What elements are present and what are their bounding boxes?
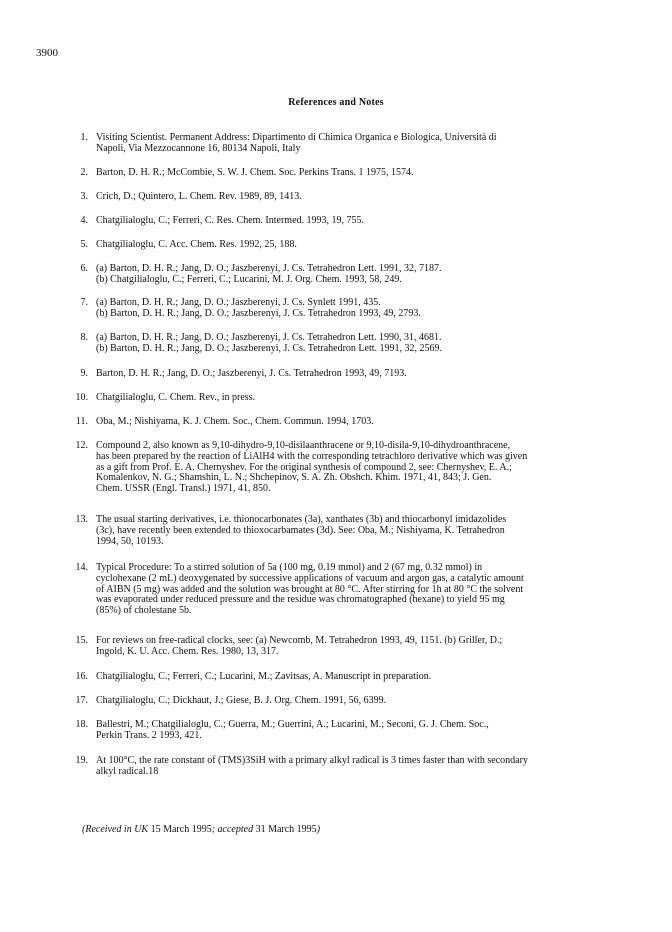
reference-line: (b) Barton, D. H. R.; Jang, D. O.; Jaszberenyi, J. Cs. Tetrahedron 1993, 49, 2793. — [96, 307, 421, 319]
reference-line: cyclohexane (2 mL) deoxygenated by successive applications of vacuum and argon gas, a catalytic amount — [96, 572, 524, 584]
reference-line: (b) Chatgilialoglu, C.; Ferreri, C.; Lucarini, M. J. Org. Chem. 1993, 58, 249. — [96, 273, 402, 285]
received-prefix: (Received in UK — [82, 824, 149, 835]
reference-line: (a) Barton, D. H. R.; Jang, D. O.; Jaszberenyi, J. Cs. Synlett 1991, 435. — [96, 297, 381, 308]
reference-line: Barton, D. H. R.; McCombie, S. W. J. Chem. Soc. Perkins Trans. 1 1975, 1574. — [96, 167, 414, 178]
reference-number: 18. — [75, 719, 88, 730]
reference-line: Chatgilialoglu, C. Chem. Rev., in press. — [96, 392, 256, 403]
reference-number: 3. — [80, 191, 88, 202]
reference-line: Oba, M.; Nishiyama, K. J. Chem. Soc., Chem. Commun. 1994, 1703. — [96, 416, 374, 427]
reference-item — [70, 636, 630, 658]
accepted-prefix: ; accepted — [211, 824, 254, 835]
reference-text — [96, 720, 630, 742]
reference-text — [96, 696, 630, 707]
reference-item — [70, 192, 630, 203]
reference-text — [96, 168, 630, 179]
reference-line: Chatgilialoglu, C.; Dickhaut, J.; Giese, B. J. Org. Chem. 1991, 56, 6399. — [96, 695, 387, 706]
reference-text — [96, 333, 630, 355]
reference-number: 19. — [75, 755, 88, 766]
reference-item — [70, 672, 630, 683]
reference-text — [96, 133, 630, 155]
reference-line: Typical Procedure: To a stirred solution of 5a (100 mg, 0.19 mmol) and 2 (67 mg, 0.32 mmol) in — [96, 562, 483, 573]
received-note — [82, 824, 320, 835]
reference-text — [96, 240, 630, 251]
page-number: 3900 — [36, 47, 58, 59]
reference-line: Komalenkov, N. G.; Shamshin, L. N.; Shchepinov, S. A. Zh. Obshch. Khim. 1971, 41, 843; J. Gen. — [96, 472, 492, 484]
reference-line: was evaporated under reduced pressure and the residue was chromatographed (hexane) to yield 95 mg — [96, 594, 505, 606]
reference-item — [70, 369, 630, 380]
reference-item — [70, 240, 630, 251]
reference-item — [70, 441, 630, 495]
reference-text — [96, 672, 630, 683]
reference-line: Chatgilialoglu, C.; Ferreri, C. Res. Chem. Intermed. 1993, 19, 755. — [96, 215, 365, 226]
reference-line: of AIBN (5 mg) was added and the solution was brought at 80 °C. After stirring for 1h at 80 °C the solvent — [96, 583, 524, 595]
reference-number: 7. — [80, 297, 88, 308]
accepted-date: 31 March 1995 — [255, 824, 317, 835]
reference-line: as a gift from Prof. E. A. Chernyshev. For the original synthesis of compound 2, see: Chernyshev, E. A.; — [96, 461, 512, 473]
received-suffix: ) — [316, 824, 321, 835]
reference-number: 6. — [80, 263, 88, 274]
reference-line: Napoli, Via Mezzocannone 16, 80134 Napoli, Italy — [96, 142, 301, 154]
received-date: 15 March 1995 — [150, 824, 212, 835]
reference-line: For reviews on free-radical clocks, see: (a) Newcomb, M. Tetrahedron 1993, 49, 1151. (b) Griller, D.; — [96, 635, 503, 646]
reference-text — [96, 264, 630, 286]
reference-text — [96, 441, 630, 495]
reference-number: 11. — [75, 416, 88, 427]
reference-number: 15. — [75, 635, 88, 646]
reference-text — [96, 298, 630, 320]
reference-line: Chatgilialoglu, C.; Ferreri, C.; Lucarini, M.; Zavitsas, A. Manuscript in preparation. — [96, 671, 432, 682]
reference-item — [70, 696, 630, 707]
reference-line: has been prepared by the reaction of LiAlH4 with the corresponding tetrachloro derivative which was given — [96, 450, 528, 462]
reference-number: 12. — [75, 440, 88, 451]
reference-line: Ballestri, M.; Chatgilialoglu, C.; Guerra, M.; Guerrini, A.; Lucarini, M.; Seconi, G. J. Chem. Soc., — [96, 719, 489, 730]
reference-item — [70, 168, 630, 179]
reference-text — [96, 369, 630, 380]
reference-item — [70, 133, 630, 155]
reference-item — [70, 393, 630, 404]
reference-text — [96, 393, 630, 404]
reference-line: At 100°C, the rate constant of (TMS)3SiH with a primary alkyl radical is 3 times faster than with secondary — [96, 755, 528, 766]
page-heading: References and Notes — [288, 97, 384, 108]
reference-number: 5. — [80, 239, 88, 250]
reference-number: 10. — [75, 392, 88, 403]
reference-item — [70, 264, 630, 286]
reference-number: 8. — [80, 332, 88, 343]
reference-number: 9. — [80, 368, 88, 379]
reference-line: alkyl radical.18 — [96, 765, 159, 777]
reference-text — [96, 216, 630, 227]
reference-text — [96, 192, 630, 203]
reference-line: 1994, 50, 10193. — [96, 535, 164, 547]
reference-line: (a) Barton, D. H. R.; Jang, D. O.; Jaszberenyi, J. Cs. Tetrahedron Lett. 1991, 32, 7187. — [96, 263, 442, 274]
reference-text — [96, 563, 630, 617]
reference-item — [70, 756, 630, 778]
reference-line: Visiting Scientist. Permanent Address: Dipartimento di Chimica Organica e Biologica, Università di — [96, 132, 497, 143]
reference-item — [70, 720, 630, 742]
reference-number: 16. — [75, 671, 88, 682]
reference-line: (3c), have recently been extended to thioxocarbamates (3d). See: Oba, M.; Nishiyama, K. Tetrahedron — [96, 524, 505, 536]
reference-text — [96, 636, 630, 658]
reference-item — [70, 216, 630, 227]
reference-line: The usual starting derivatives, i.e. thionocarbonates (3a), xanthates (3b) and thiocarbonyl imidazolides — [96, 514, 507, 525]
reference-item — [70, 298, 630, 320]
reference-number: 4. — [80, 215, 88, 226]
reference-line: (85%) of cholestane 5b. — [96, 605, 192, 617]
reference-line: (b) Barton, D. H. R.; Jang, D. O.; Jaszberenyi, J. Cs. Tetrahedron Lett. 1991, 32, 2569. — [96, 342, 443, 354]
reference-text — [96, 515, 630, 547]
reference-number: 2. — [80, 167, 88, 178]
reference-text — [96, 417, 630, 428]
reference-line: Perkin Trans. 2 1993, 421. — [96, 729, 202, 741]
reference-text — [96, 756, 630, 778]
reference-number: 14. — [75, 562, 88, 573]
reference-number: 13. — [75, 514, 88, 525]
reference-line: Chem. USSR (Engl. Transl.) 1971, 41, 850. — [96, 483, 271, 495]
reference-line: (a) Barton, D. H. R.; Jang, D. O.; Jaszberenyi, J. Cs. Tetrahedron Lett. 1990, 31, 4681. — [96, 332, 442, 343]
reference-number: 17. — [75, 695, 88, 706]
reference-item — [70, 515, 630, 547]
reference-line: Ingold, K. U. Acc. Chem. Res. 1980, 13, 317. — [96, 645, 279, 657]
reference-line: Barton, D. H. R.; Jang, D. O.; Jaszberenyi, J. Cs. Tetrahedron 1993, 49, 7193. — [96, 368, 407, 379]
reference-item — [70, 563, 630, 617]
reference-item — [70, 417, 630, 428]
reference-number: 1. — [80, 132, 88, 143]
reference-item — [70, 333, 630, 355]
reference-line: Compound 2, also known as 9,10-dihydro-9,10-disilaanthracene or 9,10-disila-9,10-dihydroanthracene, — [96, 440, 511, 451]
reference-line: Chatgilialoglu, C. Acc. Chem. Res. 1992, 25, 188. — [96, 239, 297, 250]
reference-line: Crich, D.; Quintero, L. Chem. Rev. 1989, 89, 1413. — [96, 191, 302, 202]
